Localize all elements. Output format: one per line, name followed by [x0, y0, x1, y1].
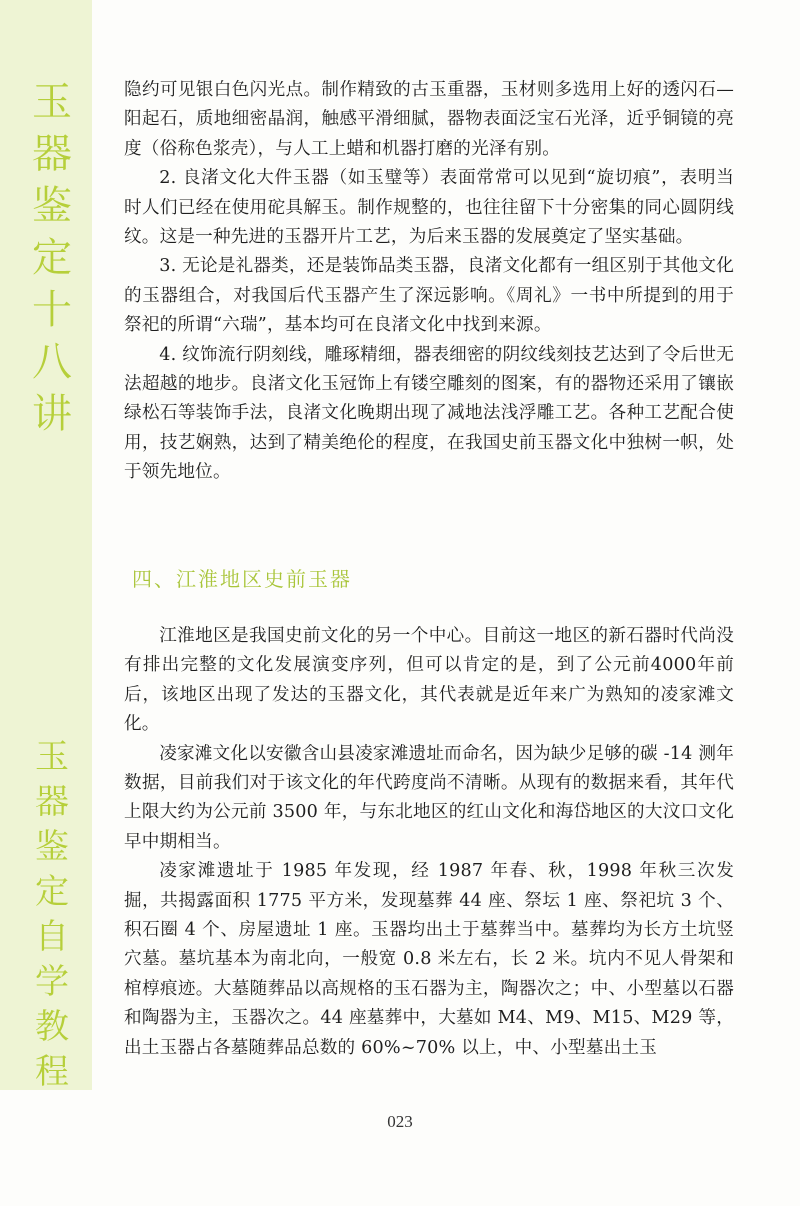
paragraph-point-2: 2. 良渚文化大件玉器（如玉璧等）表面常常可以见到“旋切痕”，表明当时人们已经在使用砣具解玉。制作规整的，也往往留下十分密集的同心圆阴线纹。这是一种先进的玉器开片工艺，为后来玉器的发展奠定了坚实基础。: [124, 168, 734, 248]
series-title-char: 器: [32, 131, 72, 177]
book-subtitle: [32, 737, 72, 1100]
subtitle-char: 自: [35, 917, 69, 957]
subtitle-char: 学: [35, 962, 69, 1002]
section-heading: 四、江淮地区史前玉器: [132, 567, 352, 591]
series-title-char: 玉: [32, 79, 72, 125]
paragraph-lingjiatan-excavation: 凌家滩遗址于 1985 年发现，经 1987 年春、秋，1998 年秋三次发掘，共揭露面积 1775 平方米，发现墓葬 44 座、祭坛 1 座、祭祀坑 3 个、积石圈 4 个、房屋遗址 1 座。玉器均出土于墓葬当中。墓葬均为长方土坑竖穴墓。墓坑基本为南北向，一般宽 0.8 米左右，长 2 米。坑内不见人骨架和棺椁痕迹。大墓随葬品以高规格的玉石器为主，陶器次之；中、小型墓以石器和陶器为主，玉器次之。44 座墓葬中，大墓如 M4、M9、M15、M29 等，出土玉器占各墓随葬品总数的 60%~70% 以上，中、小型墓出土玉: [124, 861, 734, 1058]
series-title-char: 定: [32, 235, 72, 281]
subtitle-char: 鉴: [35, 827, 69, 867]
subtitle-char: 器: [35, 782, 69, 822]
series-title-char: 八: [32, 339, 72, 385]
body-text-bottom: [124, 622, 734, 1063]
paragraph-continuation: 隐约可见银白色闪光点。制作精致的古玉重器，玉材则多选用上好的透闪石—阳起石，质地细密晶润，触感平滑细腻，器物表面泛宝石光泽，近乎铜镜的亮度（俗称色浆壳），与人工上蜡和机器打磨的光泽有别。: [124, 80, 734, 159]
sidebar-band: [0, 0, 92, 1090]
subtitle-char: 定: [35, 872, 69, 912]
subtitle-char: 教: [35, 1007, 69, 1047]
book-series-title: [32, 79, 72, 446]
subtitle-char: 玉: [35, 737, 69, 777]
paragraph-lingjiatan-dating: 凌家滩文化以安徽含山县凌家滩遗址而命名，因为缺少足够的碳 -14 测年数据，目前我们对于该文化的年代跨度尚不清晰。从现有的数据来看，其年代上限大约为公元前 3500 年，与东北地区的红山文化和海岱地区的大汶口文化早中期相当。: [124, 743, 734, 852]
series-title-char: 讲: [32, 391, 72, 437]
subtitle-char: 程: [35, 1052, 69, 1092]
paragraph-jianghuai-intro: 江淮地区是我国史前文化的另一个中心。目前这一地区的新石器时代尚没有排出完整的文化发展演变序列，但可以肯定的是，到了公元前4000年前后，该地区出现了发达的玉器文化，其代表就是近年来广为熟知的凌家滩文化。: [124, 626, 734, 735]
series-title-char: 十: [32, 287, 72, 333]
series-title-char: 鉴: [32, 183, 72, 229]
body-text-top: [124, 76, 734, 488]
page-number: 023: [387, 1112, 413, 1131]
paragraph-point-4: 4. 纹饰流行阴刻线，雕琢精细，器表细密的阴纹线刻技艺达到了令后世无法超越的地步。良渚文化玉冠饰上有镂空雕刻的图案，有的器物还采用了镶嵌绿松石等装饰手法，良渚文化晚期出现了减地法浅浮雕工艺。各种工艺配合使用，技艺娴熟，达到了精美绝伦的程度，在我国史前玉器文化中独树一帜，处于领先地位。: [124, 344, 734, 483]
paragraph-point-3: 3. 无论是礼器类，还是装饰品类玉器，良渚文化都有一组区别于其他文化的玉器组合，对我国后代玉器产生了深远影响。《周礼》一书中所提到的用于祭祀的所谓“六瑞”，基本均可在良渚文化中找到来源。: [124, 256, 734, 336]
